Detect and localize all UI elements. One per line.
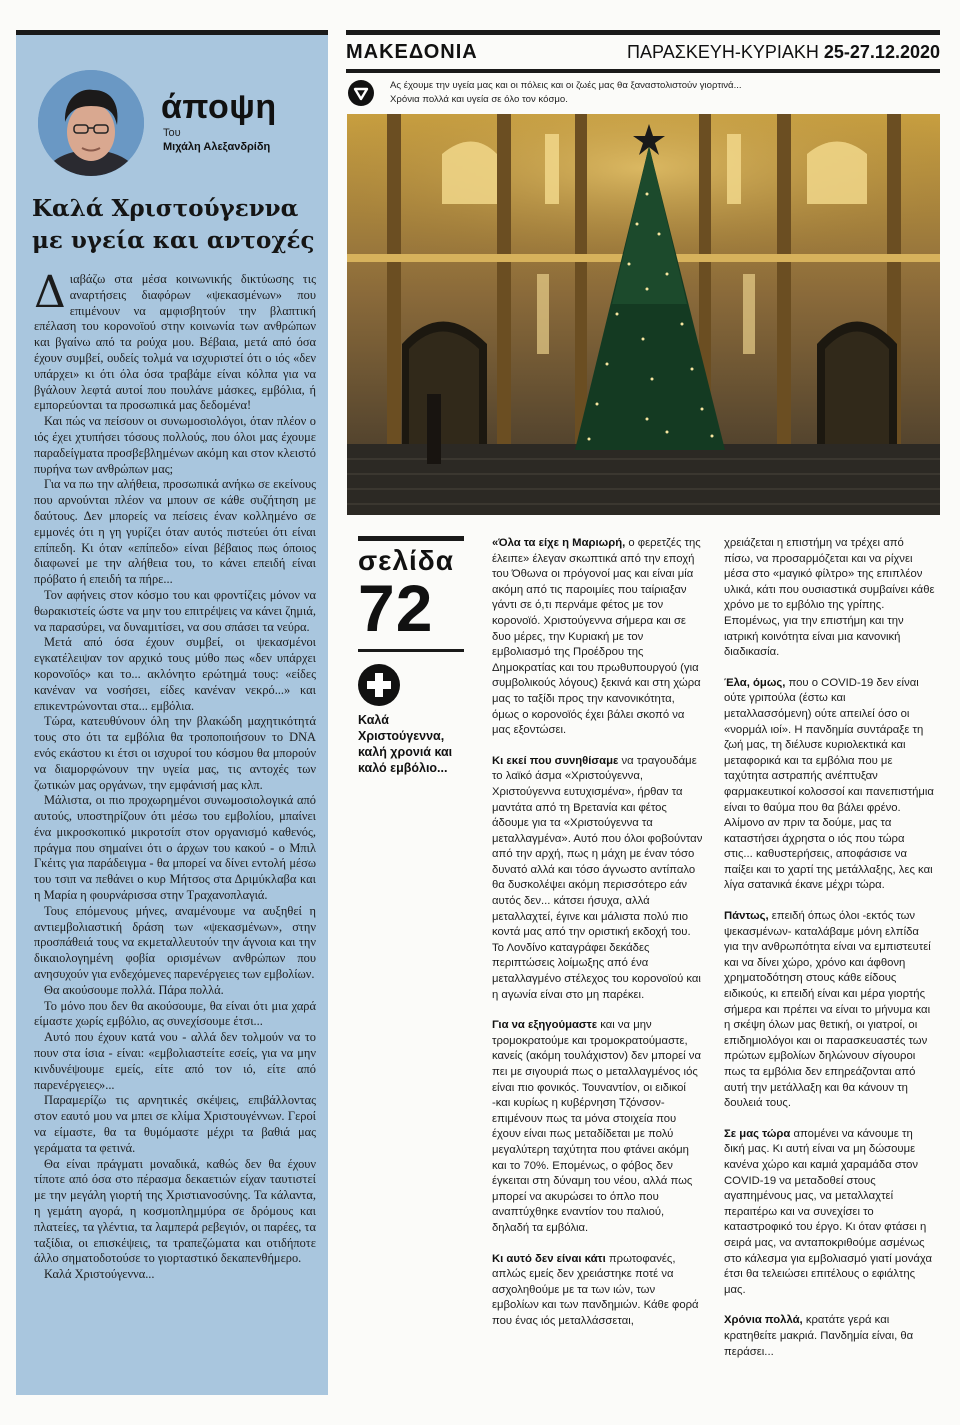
body-paragraph: Και πώς να πείσουν οι συνωμοσιολόγοι, όταν πλέον ο ιός έχει χτυπήσει τόσους πολλούς, που όλοι μας έχουμε παραδείγματα προσβεβλημένων ακόμη και στον κλειστό πυρήνα των ανθρώπων μας;	[34, 414, 316, 476]
opinion-column	[16, 30, 328, 1395]
article-paragraph: Έλα, όμως, που ο COVID-19 δεν είναι ούτε γριπούλα (έστω και μεταλλασσόμενη) ούτε απειλεί όσο οι «νορμάλ ιοί». Η πανδημία συντάραξε τη ζωή μας, τη διέλυσε κυριολεκτικά και μεταφορικά και τα εμβόλια που με ταχύτητα αστραπής ανέπτυξαν φαρμακευτικοί κολοσσοί και πανεπιστήμια είναι το θαύμα που θα βάλει φρένο. Αλίμονο αν πριν τα δούμε, μας τα καταστήσει άχρηστα ο ιός που τώρα στις... καθυστερήσεις, αποφάσισε να παίξει και το χαρτί της μετάλλαξης, λες και λίγα σατανικά έκανε μέχρι τώρα.	[724, 676, 934, 892]
masthead-bottom-rule	[346, 69, 940, 73]
article-paragraph: Σε μας τώρα απομένει να κάνουμε τη δική μας. Κι αυτή είναι να μη δώσουμε κανένα χώρο και καμιά χαραμάδα στον COVID-19 να μεταδοθεί στους αγαπημένους μας, να μεταλλαχτεί περαιτέρω και να συνεχίσει το καταστροφικό του έργο. Κι όταν φτάσει η σειρά μας, να ανταποκριθούμε ασμένως στο κάλεσμα για εμβολιασμό γιατί μονάχα έτσι θα τελειώσει επιτέλους ο εφιάλτης μας.	[724, 1127, 933, 1296]
body-paragraph: Διαβάζω στα μέσα κοινωνικής δικτύωσης τις αναρτήσεις διαφόρων «ψεκασμένων» που επιμένουν να αμφισβητούν την βλαπτική επέλαση του κορονοϊού στην κοινωνία των ανθρώπων και βγαίνω από τα ρούχα μου. Βέβαια, μετά από όσα έχουν συμβεί, ουδείς τολμά να ισχυριστεί ότι ο ιός «δεν υπάρχει» κι ότι όλα όσα τραβάμε είναι κόλπα για να βγάλουν λεφτά αυτοί που πουλάνε μάσκες, εμβόλια, ή εμπορεύονται τα προσωπικά μας δεδομένα!	[34, 267, 316, 413]
body-paragraph: Τους επόμενους μήνες, αναμένουμε να αυξηθεί η αντιεμβολιαστική δράση των «ψεκασμένων», στην προσπάθειά τους να εκμεταλλευτούν την άγνοια και την δικαιολογημένη φοβία ορισμένων ανθρώπων που ανησυχούν για ενδεχόμενες παρενέργειες των εμβολίων.	[34, 903, 316, 982]
body-paragraph: Θα είναι πράγματι μοναδικά, καθώς δεν θα έχουν τίποτε από όσα στο πέρασμα δεκαετιών είχαν ταυτιστεί με την μεγάλη γιορτή της Χριστιανοσύνης. Τα κάλαντα, η γεμάτη αγορά, η κοσμοπλημμύρα σε δρόμους και πλατείες, τα γλέντια, τα λαμπερά ρεβεγιόν, οι παρέες, τα ταξίδια, οι επισκέψεις, τα τραπεζώματα και οτιδήποτε άλλο σηματοδοτούσε το γιορταστικό δεκαπενθήμερο.	[34, 1156, 316, 1266]
issue-dates: 25-27.12.2020	[823, 41, 940, 62]
opinion-top-rule	[16, 30, 328, 35]
article-paragraph: «Όλα τα είχε η Μαριωρή, ο φερετζές της έλειπε» έλεγαν σκωπτικά από την εποχή του Όθωνα οι πρόγονοί μας και είναι μία ακόμη από τις παροιμίες που ταίριαξαν γάντι σε ό,τι περνάμε φέτος με τον κορονοϊό. Χριστούγεννα σήμερα και σε δυο μέρες, την Κυριακή με τον εμβολιασμό της Προέδρου της Δημοκρατίας και του πρωθυπουργού (για συμβολικούς λόγους) ξεκινά και στη χώρα μας το ταξίδι προς την κανονικότητα, όμως ο κορονοϊός έχει βάλει σκοπό να μας εξοντώσει.	[492, 537, 701, 737]
page-ref-top-rule	[358, 536, 464, 541]
page-word: σελίδα	[358, 545, 454, 576]
page-teaser: Καλά Χριστούγεννα, καλή χρονιά και καλό εμβόλιο...	[358, 713, 453, 775]
caption-line-2: Χρόνια πολλά και υγεία σε όλο τον κόσμο.	[390, 94, 568, 105]
body-paragraph: Αυτό που έχουν κατά νου - αλλά δεν τολμούν να το πουν στα ίσια - είναι: «εμβολιαστείτε εσείς, για να μην κινδυνέψουμε εμείς, είτε από τον ιό, είτε από παρενέργειες»...	[34, 1030, 316, 1092]
photo-caption	[390, 79, 930, 107]
plus-icon	[358, 664, 400, 706]
church-facade-illustration	[347, 114, 940, 515]
opinion-body	[34, 267, 316, 1283]
headline-line-2: με υγεία και αντοχές	[32, 227, 315, 254]
article-paragraph: Πάντως, επειδή όπως όλοι -εκτός των ψεκασμένων- καταλάβαμε μόνη ελπίδα για την ανθρωπότητα είναι να εμπιστευτεί και να δίνει χώρο, χρόνο και άφθονη χρηματοδότηση στους κάθε είδους ειδικούς, κι επειδή είναι και μέρα γιορτής σήμερα και πρέπει να είναι το μήνυμα και η σκέψη όλων μας θετική, οι γιατροί, οι επιδημιολόγοι και οι παρασκευαστές των πρώτων εμβολίων δηλώνουν σίγουροι πως τα εμβόλια δεν επηρεάζονται από αυτή την μετάλλαξη και θα κάνουν τη δουλειά τους.	[724, 910, 931, 1110]
body-paragraph: Μετά από όσα έχουν συμβεί, οι ψεκασμένοι εγκατέλειψαν τον αρχικό τους μύθο πως «δεν υπάρχει κορονοϊός» και το... ακλόνητο ερώτημά τους: «είδες κανέναν να νοσήσει, είδες κανέναν νεκρό...» και επικεντρώνονται στα... εμβόλια.	[34, 635, 316, 713]
body-paragraph: Τώρα, κατευθύνουν όλη την βλακώδη μαχητικότητά τους στο ότι τα εμβόλια θα τροποποιήσουν το DNA ενός εκάστου κι έτσι οι ισχυροί του κόσμου θα μπορούν να διαμορφώνουν την υγεία μας, τις αντοχές των ζωτικών μας οργάνων, την εμφάνισή μας κλπ.	[34, 714, 316, 792]
dropcap: Δ	[34, 267, 66, 318]
article-paragraph: Κι εκεί που συνηθίσαμε να τραγουδάμε το λαϊκό άσμα «Χριστούγεννα, Χριστούγεννα ευτυχισμένα», ήρθαν τα μαντάτα από τη Βρετανία και φέτος άδουμε για τα «Χριστούγεννα τα μεταλλαγμένα». Αυτό που όλοι φοβούνταν από την αρχή, πως η μάχη με έναν τόσο δυνατό αλλά και τόσο άγνωστο αντίπαλο θα δυσκολέψει ακόμη περισσότερο εάν αυτός δεν... κάτσει ήσυχα, αλλά μεταλλαχτεί, έγινε και μάλιστα πολύ πιο κοντά μας από την οριστική εκδοχή του. Το Λονδίνο καταγράφει δεκάδες περιπτώσεις λοίμωξης από ένα μεταλλαγμένο στέλεχος του κορονοϊού και η αγωνία είναι στο μη παρέκει.	[492, 754, 703, 1001]
body-paragraph: Παραμερίζω τις αρνητικές σκέψεις, επιβάλλοντας στον εαυτό μου να μπει σε κλίμα Χριστουγέννων. Γεροί να είμαστε, θα τα θυμόμαστε μέχρι τα βαθιά μας γεράματα τα φετινά.	[34, 1093, 316, 1155]
page-ref-bottom-rule	[358, 649, 464, 652]
body-paragraph: Θα ακούσουμε πολλά. Πάρα πολλά.	[44, 982, 224, 997]
opinion-label: άποψη	[161, 88, 277, 126]
caption-line-1: Ας έχουμε την υγεία μας και οι πόλεις και οι ζωές μας θα ξαναστολιστούν γιορτινά...	[390, 80, 742, 91]
byline-author: Μιχάλη Αλεξανδρίδη	[163, 141, 271, 153]
issue-days: ΠΑΡΑΣΚΕΥΗ-ΚΥΡΙΑΚΗ	[627, 41, 819, 62]
article-column-3	[724, 536, 936, 1375]
body-paragraph: Καλά Χριστούγεννα...	[44, 1267, 155, 1282]
author-avatar	[38, 70, 144, 176]
masthead	[346, 30, 940, 73]
body-paragraph: Τον αφήνεις στον κόσμο του και φροντίζεις μόνον να θωρακιστείς ώστε να μην του επιτρέψεις να κάνει ζημιά, να παρασύρει, να δυναμιτίσει, να σου σπάσει τα νεύρα.	[34, 587, 316, 634]
article-paragraph: Κι αυτό δεν είναι κάτι πρωτοφανές, απλώς εμείς δεν χρειάστηκε ποτέ να ασχοληθούμε με τα των ιών, των εμβολίων και των πανδημιών. Κάθε φορά που ένας ιός μεταλλάσσεται,	[492, 1252, 699, 1327]
page-number: 72	[358, 571, 434, 645]
article-column-2	[492, 536, 704, 1345]
caption-arrow-icon	[348, 80, 374, 106]
article-paragraph: Για να εξηγούμαστε και να μην τρομοκρατούμε και τρομοκρατούμαστε, κανείς (ακόμη τουλάχιστον) δεν μπορεί να πει με σιγουριά πως ο μεταλλαγμένος ιός είναι πιο φονικός. Τουναντίον, οι ειδικοί -και κυρίως η κυβέρνηση Τζόνσον- επιμένουν πως τα μόνα στοιχεία που έχουν είναι πως μεταδίδεται με πολύ μεγαλύτερη ταχύτητα που φτάνει ακόμη και το 70%. Επομένως, ο φόβος δεν έγκειται στη δύναμη του νέου, αλλά πως μπορεί να ακυρώσει το όπλο που αναπτύχθηκε εναντίον του παλιού, δηλαδή τα εμβόλια.	[492, 1019, 701, 1234]
body-paragraph: Το μόνο που δεν θα ακούσουμε, θα είναι ότι μια χαρά είμαστε χωρίς εμβόλιο, ας συνεχίσουμε έτσι...	[34, 998, 316, 1029]
page-reference	[358, 536, 464, 652]
headline-line-1: Καλά Χριστούγεννα	[32, 195, 299, 222]
christmas-tree-photo	[347, 114, 940, 515]
paper-name: ΜΑΚΕΔΟΝΙΑ	[346, 40, 478, 63]
article-paragraph: Χρόνια πολλά, κρατάτε γερά και κρατηθείτε μακριά. Πανδημία είναι, θα περάσει...	[724, 1314, 914, 1358]
opinion-headline	[32, 193, 322, 257]
body-paragraph: Για να πω την αλήθεια, προσωπικά ανήκω σε εκείνους που αρνούνται πλέον να μπουν σε κάθε συζήτηση με δαύτους. Δεν μπορείς να πείσεις έναν κολλημένο σε εμμονές ότι η γη γυρίζει όταν αυτός πιστεύει ότι είναι επίπεδη. Κι όταν «επίπεδο» είναι βέβαιος πως όποιος διαφωνεί με την αλήθεια του, το κάνει επειδή είναι πρόβατο ή επειδή τα πήρε...	[34, 477, 316, 587]
issue-date	[627, 42, 940, 63]
byline-prefix: Του	[163, 127, 181, 139]
body-paragraph: Μάλιστα, οι πιο προχωρημένοι συνωμοσιολογικά από αυτούς, υποστηρίζουν ότι μέσω του εμβολίου, μπαίνει ένα μικροσκοπικό μικροτσίπ στον οργανισμό καθενός, πράγμα που σημαίνει ότι ο άρχων του κακού - ο Μπιλ Γκέιτς για παράδειγμα - θα μπορεί να δίνει εντολή μέσω του τσιπ να πεθάνει ο κυρ Μήτσος στα Δριμύκλαβα και η Μαρία η φουρνάρισσα στην Τραχανοπλαγιά.	[34, 793, 316, 903]
article-paragraph: χρειάζεται η επιστήμη να τρέχει από πίσω, να προσαρμόζεται και να ρίχνει μέσα στο «μαγικό φίλτρο» της επιπλέον υλικά, κάτι που ουσιαστικά συμβαίνει κάθε χρόνο με το εμβόλιο της γρίπης. Επομένως, για την επιστήμη και την ιατρική κοινότητα είναι μια κανονική διαδικασία.	[724, 537, 935, 659]
